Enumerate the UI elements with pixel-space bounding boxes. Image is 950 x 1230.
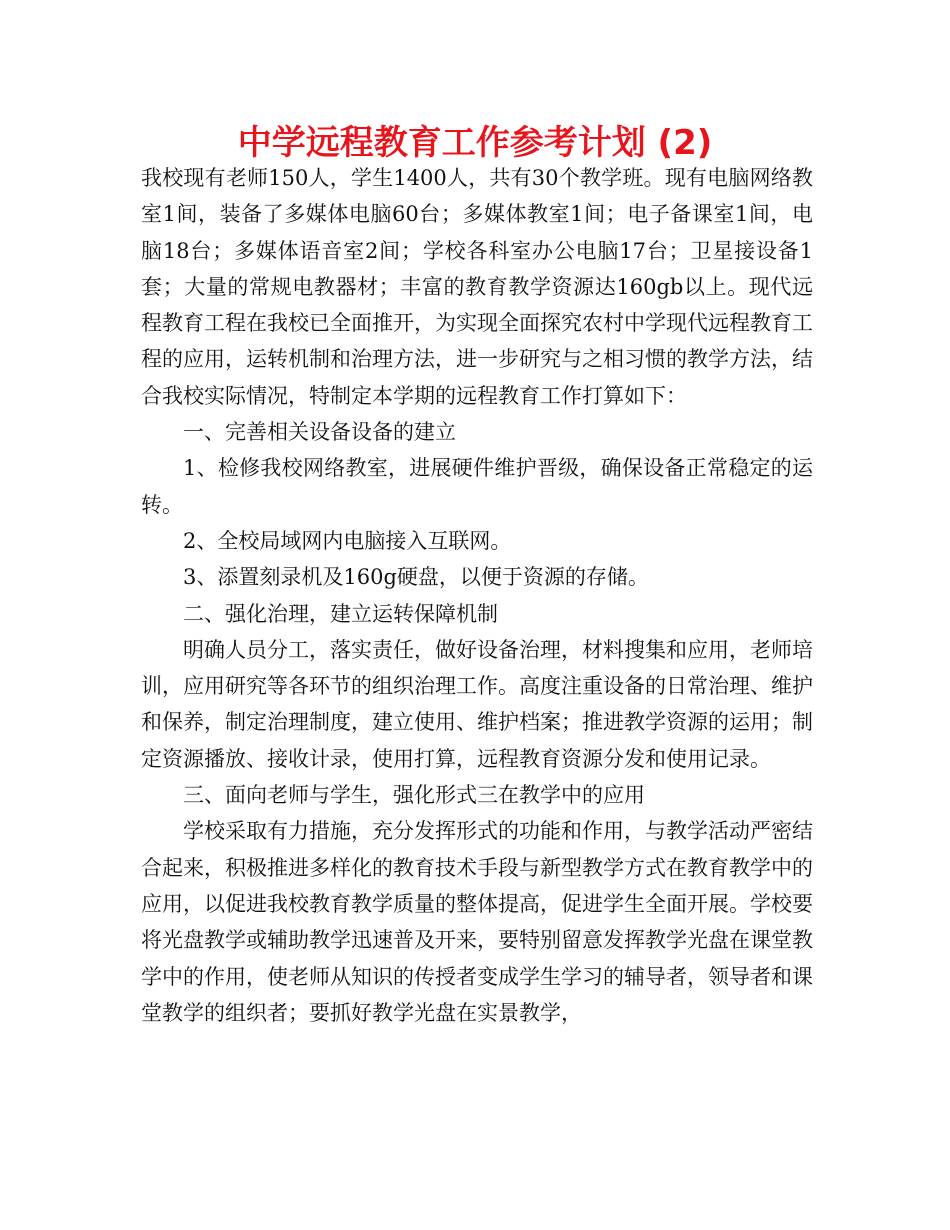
body-paragraph: 我校现有老师150人，学生1400人，共有30个教学班。现有电脑网络教室1间，装备了多媒体电脑60台；多媒体教室1间；电子备课室1间，电脑18台；多媒体语音室2间；学校各科室办公电脑17台；卫星接设备1套；大量的常规电教器材；丰富的教育教学资源达160gb以上。现代远程教育工程在我校已全面推开，为实现全面探究农村中学现代远程教育工程的应用，运转机制和治理方法，进一步研究与之相习惯的教学方法，结合我校实际情况，特制定本学期的远程教育工作打算如下： — [141, 166, 813, 408]
document-title: 中学远程教育工作参考计划 (2) — [237, 123, 713, 163]
body-paragraph: 二、强化治理，建立运转保障机制 — [183, 601, 498, 626]
document-body — [141, 160, 813, 1031]
body-paragraph: 学校采取有力措施，充分发挥形式的功能和作用，与教学活动严密结合起来，积极推进多样化的教育技术手段与新型教学方式在教育教学中的应用，以促进我校教育教学质量的整体提高，促进学生全面开展。学校要将光盘教学或辅助教学迅速普及开来，要特别留意发挥教学光盘在课堂教学中的作用，使老师从知识的传授者变成学生学习的辅导者，领导者和课堂教学的组织者；要抓好教学光盘在实景教学， — [141, 819, 813, 1025]
body-paragraph: 2、全校局域网内电脑接入互联网。 — [183, 528, 512, 553]
body-paragraph: 三、面向老师与学生，强化形式三在教学中的应用 — [183, 783, 645, 808]
body-paragraph: 明确人员分工，落实责任，做好设备治理，材料搜集和应用，老师培训，应用研究等各环节的组织治理工作。高度注重设备的日常治理、维护和保养，制定治理制度，建立使用、维护档案；推进教学资源的运用；制定资源播放、接收计录，使用打算，远程教育资源分发和使用记录。 — [141, 637, 813, 771]
body-paragraph: 一、完善相关设备设备的建立 — [183, 420, 456, 445]
body-paragraph: 3、添置刻录机及160g硬盘，以便于资源的存储。 — [183, 565, 649, 590]
body-paragraph: 1、检修我校网络教室，进展硬件维护晋级，确保设备正常稳定的运转。 — [141, 456, 813, 517]
